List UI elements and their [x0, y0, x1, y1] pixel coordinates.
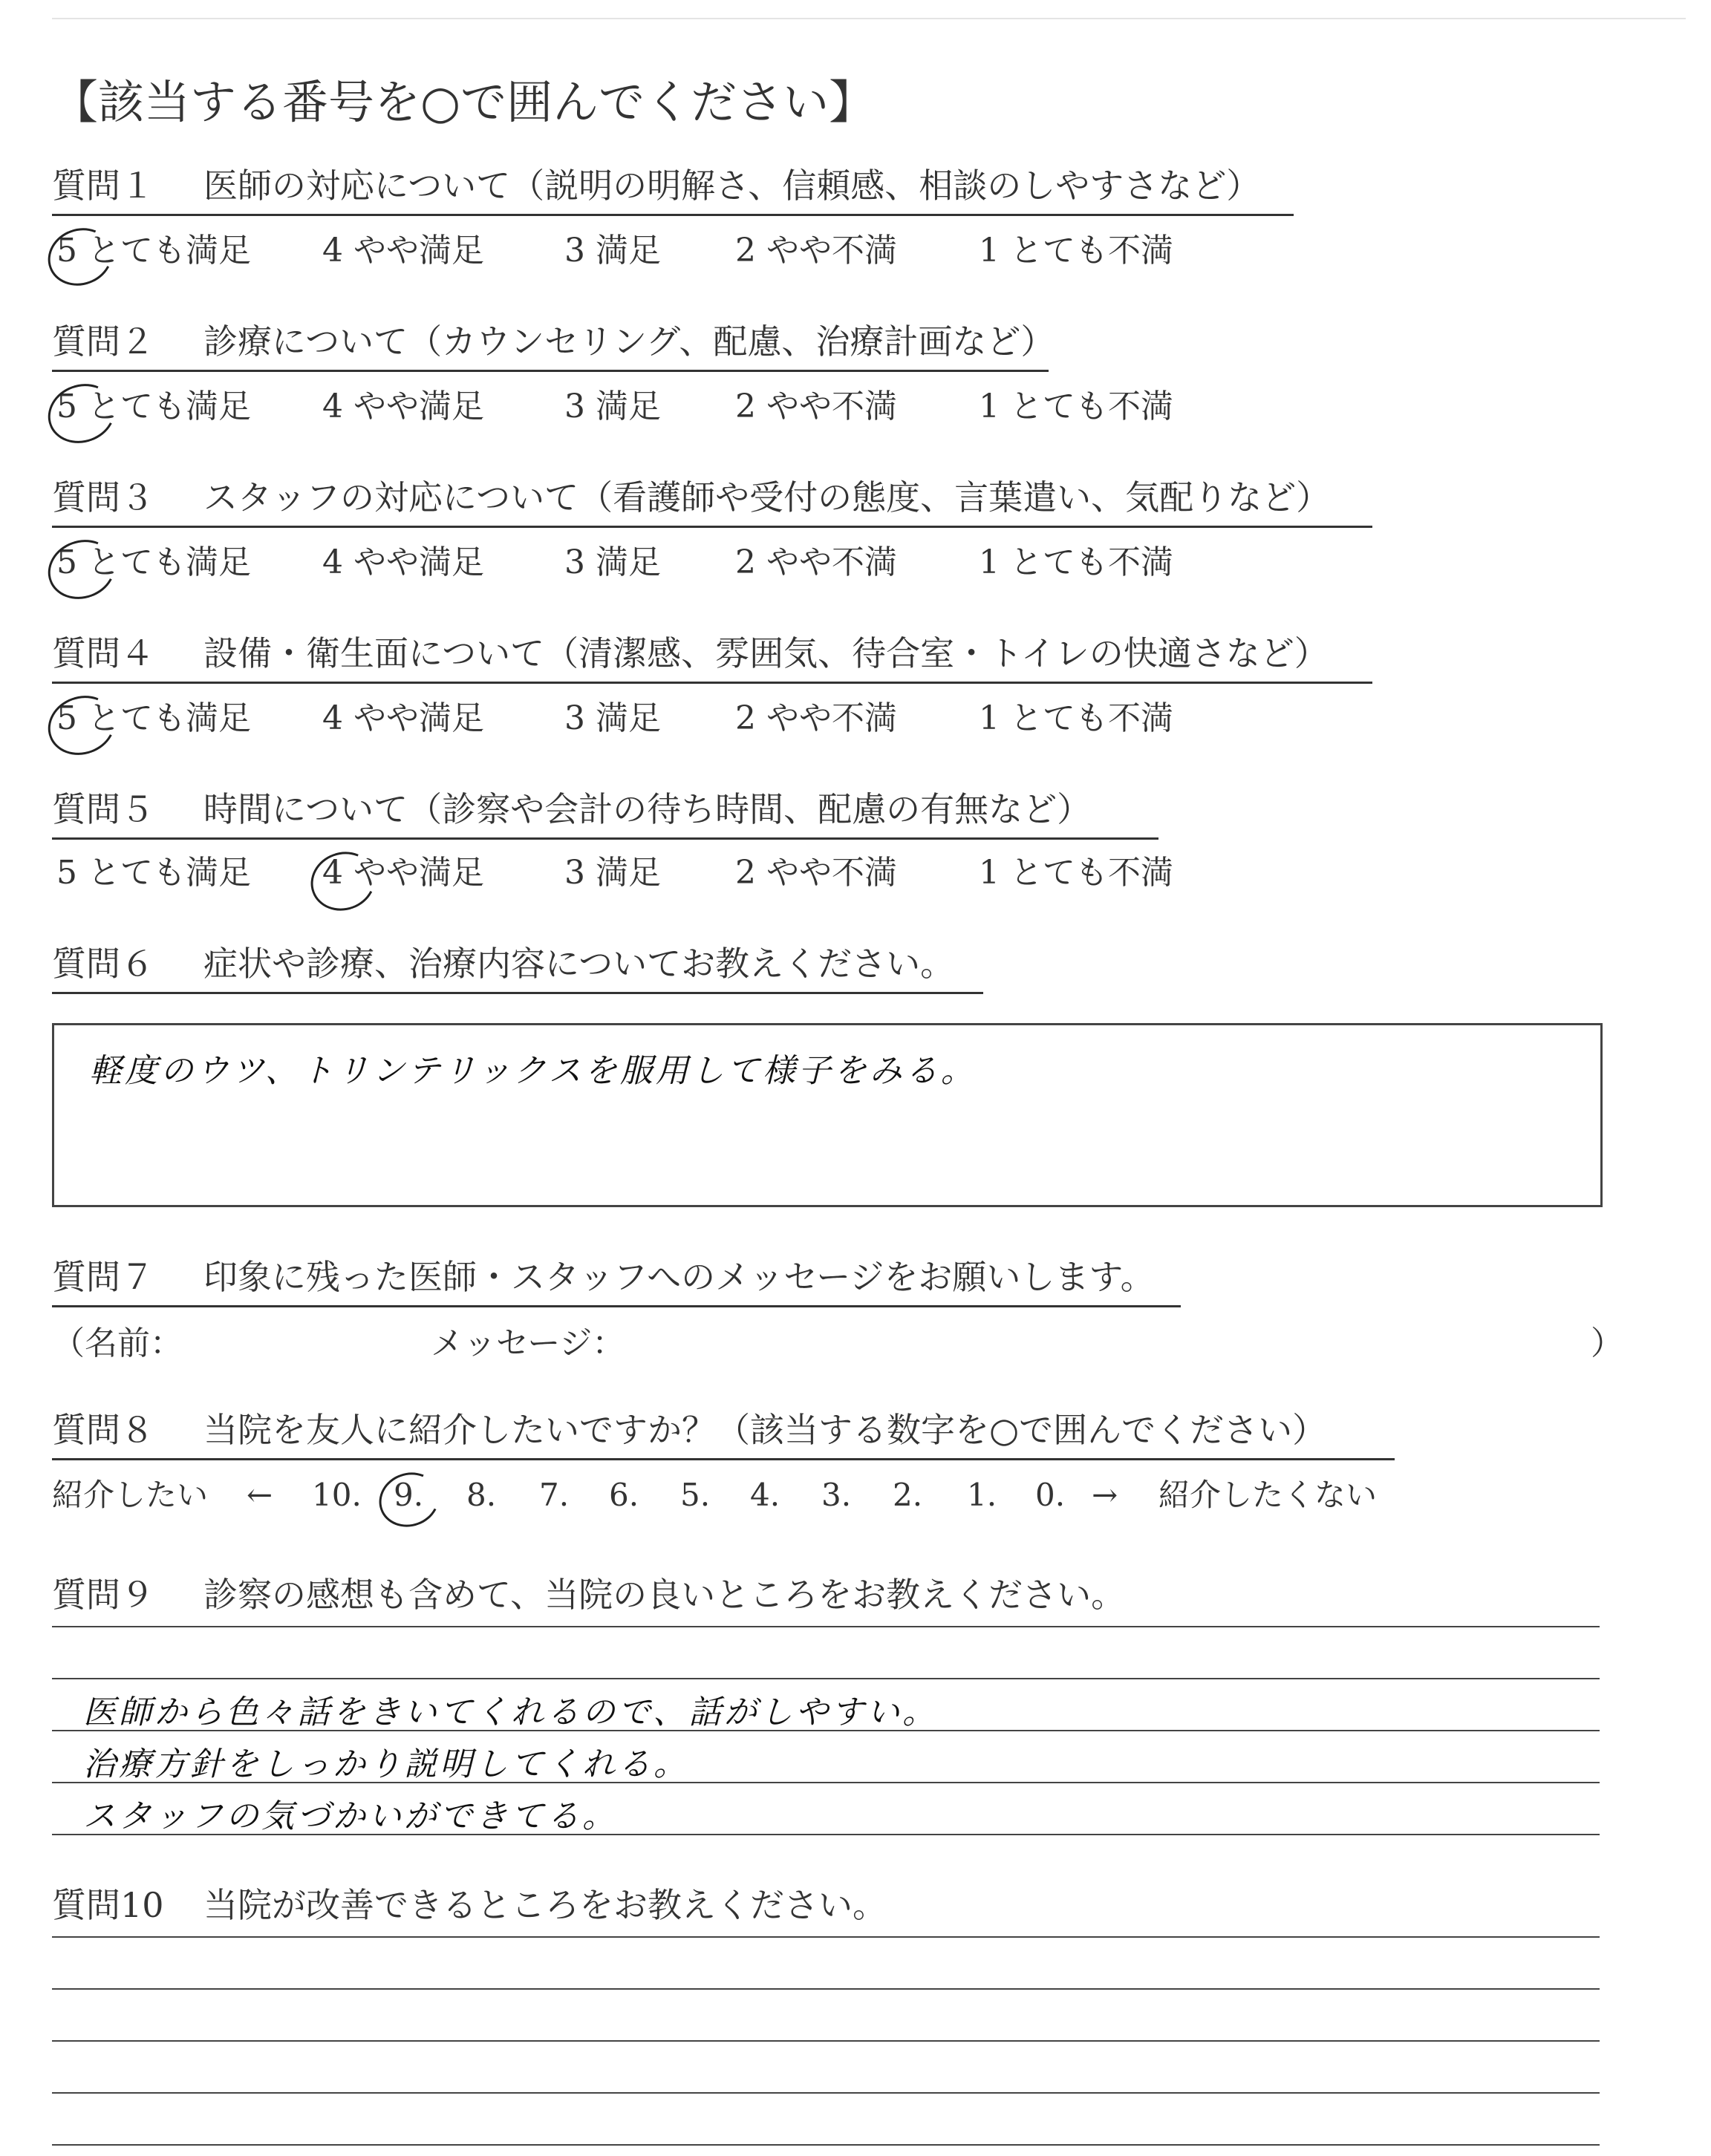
question-7-title [52, 1253, 1181, 1307]
scale-option-5[interactable]: 5. [680, 1477, 711, 1513]
question-6-title [52, 940, 983, 994]
answer-line [52, 2144, 1600, 2146]
question-3-title [52, 474, 1372, 528]
question-2-option-4[interactable]: 4 やや満足 [322, 388, 484, 425]
question-1-option-5[interactable]: 5 とても満足 [56, 232, 251, 270]
question-6-handwritten-answer: 軽度のウツ、トリンテリックスを服用して様子をみる。 [89, 1052, 977, 1090]
question-2-title [52, 318, 1055, 372]
question-9-answer-line-2: 治療方針をしっかり説明してくれる。 [83, 1745, 689, 1783]
question-number: 質問４ [52, 633, 154, 673]
question-5-option-5[interactable]: 5 とても満足 [56, 854, 251, 892]
question-9-answer-line-3: スタッフの気づかいができてる。 [83, 1797, 618, 1835]
question-3-option-5[interactable]: 5 とても満足 [56, 543, 251, 581]
question-4-option-2[interactable]: 2 やや不満 [735, 699, 897, 737]
question-number: 質問２ [52, 321, 154, 362]
question-text: 診察の感想も含めて、当院の良いところをお教えください。 [203, 1575, 1126, 1615]
question-9-title [52, 1572, 1125, 1617]
question-2-option-2[interactable]: 2 やや不満 [735, 388, 897, 425]
answer-line [52, 2040, 1600, 2042]
question-5-option-1[interactable]: 1 とても不満 [979, 854, 1173, 892]
scale-option-3[interactable]: 3. [821, 1477, 852, 1513]
question-3-option-1[interactable]: 1 とても不満 [979, 543, 1173, 581]
scale-option-1[interactable]: 1. [967, 1477, 997, 1513]
question-text: 症状や診療、治療内容についてお教えください。 [203, 944, 955, 984]
right-arrow-icon: → [1092, 1477, 1118, 1513]
question-9-answer-line-1: 医師から色々話をきいてくれるので、話がしやすい。 [83, 1693, 939, 1731]
question-4-option-5[interactable]: 5 とても満足 [56, 699, 251, 737]
question-4-title [52, 630, 1372, 684]
scale-option-6[interactable]: 6. [609, 1477, 639, 1513]
left-arrow-icon: ← [247, 1477, 273, 1513]
handwritten-circle-mark [371, 1464, 447, 1535]
question-3-option-4[interactable]: 4 やや満足 [322, 543, 484, 581]
question-text: 時間について（診察や会計の待ち時間、配慮の有無など） [203, 789, 1092, 829]
question-4-option-4[interactable]: 4 やや満足 [322, 699, 484, 737]
question-number: 質問５ [52, 789, 154, 829]
question-10-title [52, 1883, 887, 1927]
question-4-option-3[interactable]: 3 満足 [564, 699, 661, 737]
question-2-option-3[interactable]: 3 満足 [564, 388, 661, 425]
question-text: 当院が改善できるところをお教えください。 [203, 1885, 887, 1925]
question-1-option-2[interactable]: 2 やや不満 [735, 232, 897, 270]
question-text: 診療について（カウンセリング、配慮、治療計画など） [203, 321, 1055, 362]
question-text: スタッフの対応について（看護師や受付の態度、言葉遣い、気配りなど） [203, 477, 1331, 517]
recommend-right-label: 紹介したくない [1158, 1477, 1378, 1513]
question-5-title [52, 785, 1158, 840]
form-title: 【該当する番号を○で囲んでください】 [52, 75, 876, 129]
question-5-option-2[interactable]: 2 やや不満 [735, 854, 897, 892]
question-number: 質問７ [52, 1257, 154, 1297]
scale-option-10[interactable]: 10. [312, 1477, 362, 1513]
question-number: 質問６ [52, 944, 154, 984]
question-text: 印象に残った医師・スタッフへのメッセージをお願いします。 [203, 1257, 1155, 1297]
question-2-option-5[interactable]: 5 とても満足 [56, 388, 251, 425]
question-number: 質問９ [52, 1575, 154, 1615]
question-4-option-1[interactable]: 1 とても不満 [979, 699, 1173, 737]
question-number: 質問１ [52, 166, 154, 206]
question-number: 質問10 [52, 1885, 164, 1925]
question-7-message-label: メッセージ： [431, 1324, 625, 1362]
question-8-title [52, 1406, 1395, 1460]
answer-line [52, 1626, 1600, 1627]
page-top-edge [52, 18, 1686, 19]
question-5-option-4[interactable]: 4 やや満足 [322, 854, 484, 892]
scale-option-4[interactable]: 4. [750, 1477, 780, 1513]
question-1-option-4[interactable]: 4 やや満足 [322, 232, 484, 270]
question-number: 質問３ [52, 477, 154, 517]
answer-line [52, 1678, 1600, 1679]
question-1-option-1[interactable]: 1 とても不満 [979, 232, 1173, 270]
question-text: 設備・衛生面について（清潔感、雰囲気、待合室・トイレの快適さなど） [203, 633, 1329, 673]
question-2-option-1[interactable]: 1 とても不満 [979, 388, 1173, 425]
question-1-option-3[interactable]: 3 満足 [564, 232, 661, 270]
question-text: 当院を友人に紹介したいですか？（該当する数字を○で囲んでください） [203, 1410, 1327, 1450]
question-3-option-2[interactable]: 2 やや不満 [735, 543, 897, 581]
question-3-option-3[interactable]: 3 満足 [564, 543, 661, 581]
scale-option-2[interactable]: 2. [893, 1477, 923, 1513]
answer-line [52, 1988, 1600, 1990]
question-7-name-label: （名前： [52, 1324, 183, 1362]
recommend-left-label: 紹介したい [52, 1477, 209, 1513]
scale-option-8[interactable]: 8. [466, 1477, 497, 1513]
question-7-close-paren: ） [1591, 1324, 1623, 1362]
scale-option-9[interactable]: 9. [394, 1477, 424, 1513]
scale-option-7[interactable]: 7. [539, 1477, 570, 1513]
scale-option-0[interactable]: 0. [1035, 1477, 1066, 1513]
question-number: 質問８ [52, 1410, 154, 1450]
question-5-option-3[interactable]: 3 満足 [564, 854, 661, 892]
answer-line [52, 1936, 1600, 1938]
question-text: 医師の対応について（説明の明解さ、信頼感、相談のしやすさなど） [203, 166, 1261, 206]
question-1-title [52, 162, 1294, 216]
answer-line [52, 2092, 1600, 2094]
